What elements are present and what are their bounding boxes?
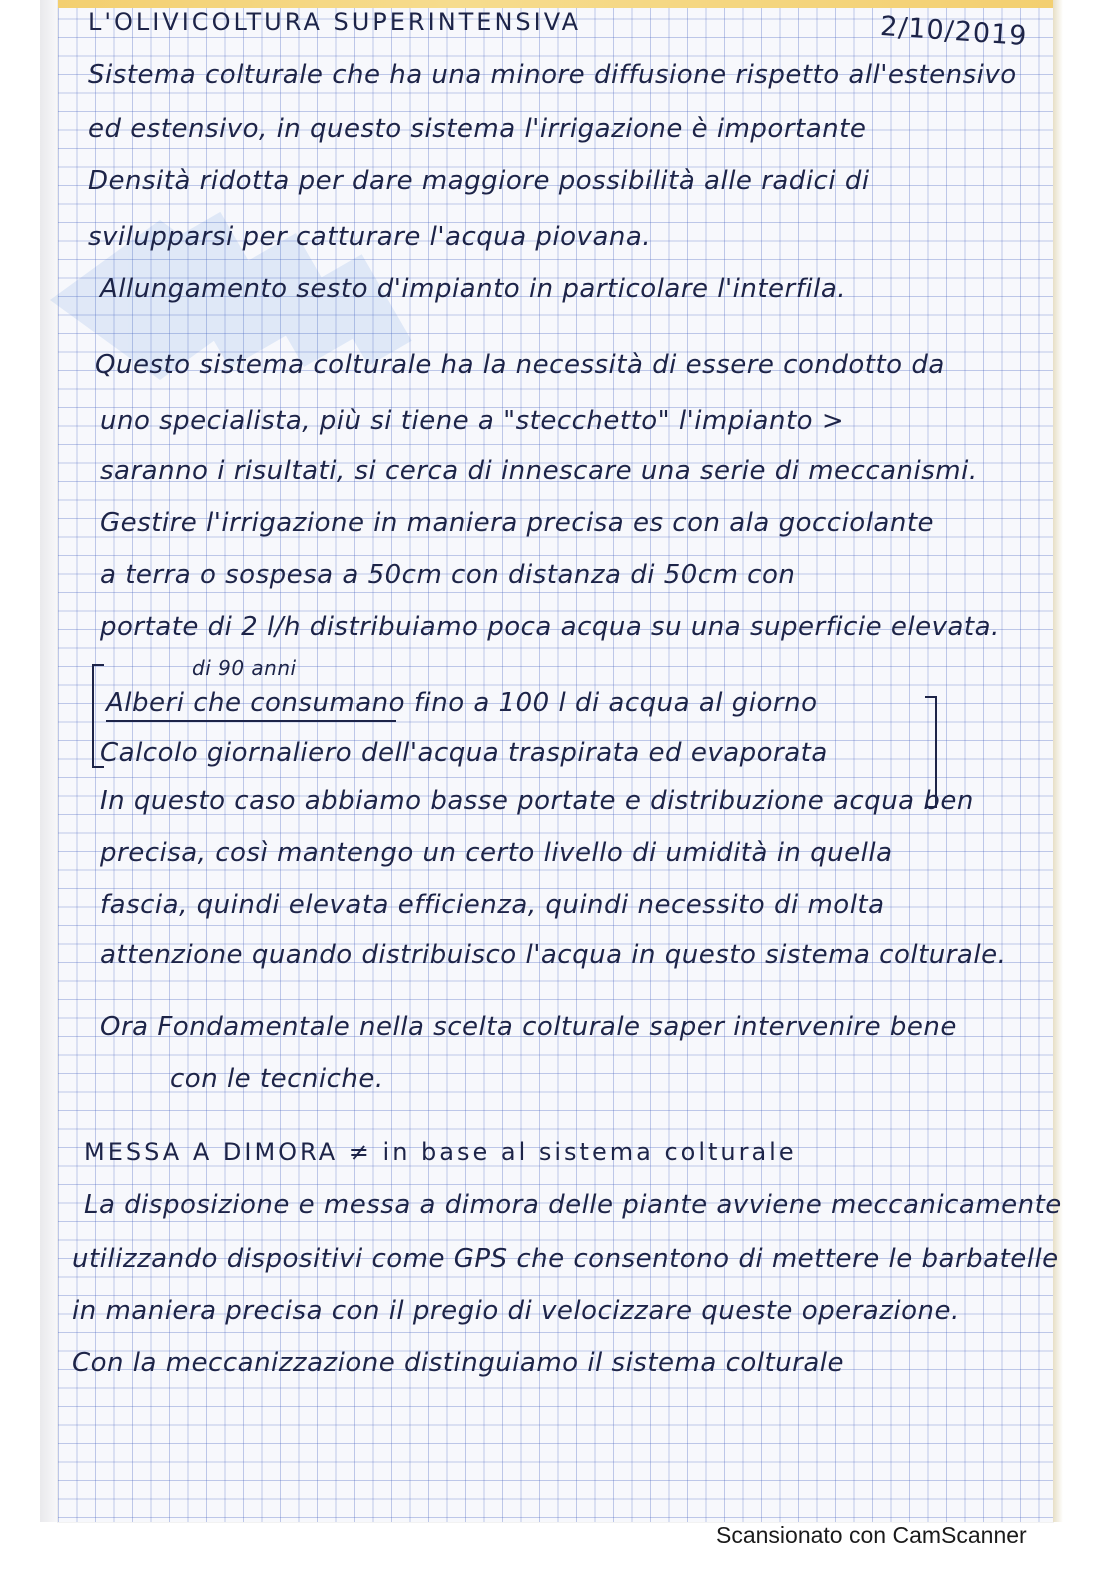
note-insertion: di 90 anni [192, 656, 297, 680]
underline [106, 720, 396, 722]
note-line: portate di 2 l/h distribuiamo poca acqua su una superficie elevata. [100, 612, 1000, 642]
note-line: Sistema colturale che ha una minore diffusione rispetto all'estensivo [88, 60, 1017, 90]
page-top-strip [58, 0, 1053, 8]
note-line: in maniera precisa con il pregio di velocizzare queste operazione. [72, 1296, 960, 1326]
note-line: con le tecniche. [170, 1064, 384, 1094]
note-line: attenzione quando distribuisco l'acqua in questo sistema colturale. [100, 940, 1007, 970]
note-line: Ora Fondamentale nella scelta colturale saper intervenire bene [100, 1012, 957, 1042]
note-line: Calcolo giornaliero dell'acqua traspirata ed evaporata [100, 738, 828, 768]
page-date: 2/10/2019 [879, 10, 1029, 53]
section-heading: MESSA A DIMORA ≠ in base al sistema colturale [84, 1138, 797, 1166]
note-line: a terra o sospesa a 50cm con distanza di 50cm con [100, 560, 796, 590]
note-line: Gestire l'irrigazione in maniera precisa es con ala gocciolante [100, 508, 935, 538]
note-line: svilupparsi per catturare l'acqua piovana. [88, 222, 652, 252]
note-line: ed estensivo, in questo sistema l'irrigazione è importante [88, 114, 867, 144]
note-line: utilizzando dispositivi come GPS che consentono di mettere le barbatelle [72, 1244, 1059, 1274]
note-line: fascia, quindi elevata efficienza, quindi necessito di molta [100, 890, 885, 920]
note-line: In questo caso abbiamo basse portate e distribuzione acqua ben [100, 786, 974, 816]
note-line: Alberi che consumano fino a 100 l di acqua al giorno [106, 688, 818, 718]
note-line: Questo sistema colturale ha la necessità di essere condotto da [95, 350, 945, 380]
note-line: saranno i risultati, si cerca di innescare una serie di meccanismi. [100, 456, 978, 486]
note-line: uno specialista, più si tiene a "stecchetto" l'impianto > [100, 406, 845, 436]
note-line: La disposizione e messa a dimora delle piante avviene meccanicamente [84, 1190, 1062, 1220]
notebook-binding [40, 0, 58, 1522]
page-title: L'OLIVICOLTURA SUPERINTENSIVA [88, 8, 582, 36]
note-line: Con la meccanizzazione distinguiamo il sistema colturale [72, 1348, 845, 1378]
note-line: Allungamento sesto d'impianto in particolare l'interfila. [100, 274, 847, 304]
note-line: precisa, così mantengo un certo livello di umidità in quella [100, 838, 893, 868]
page-right-edge [1053, 0, 1063, 1522]
scanner-caption: Scansionato con CamScanner [716, 1522, 1027, 1548]
note-line: Densità ridotta per dare maggiore possibilità alle radici di [88, 166, 870, 196]
